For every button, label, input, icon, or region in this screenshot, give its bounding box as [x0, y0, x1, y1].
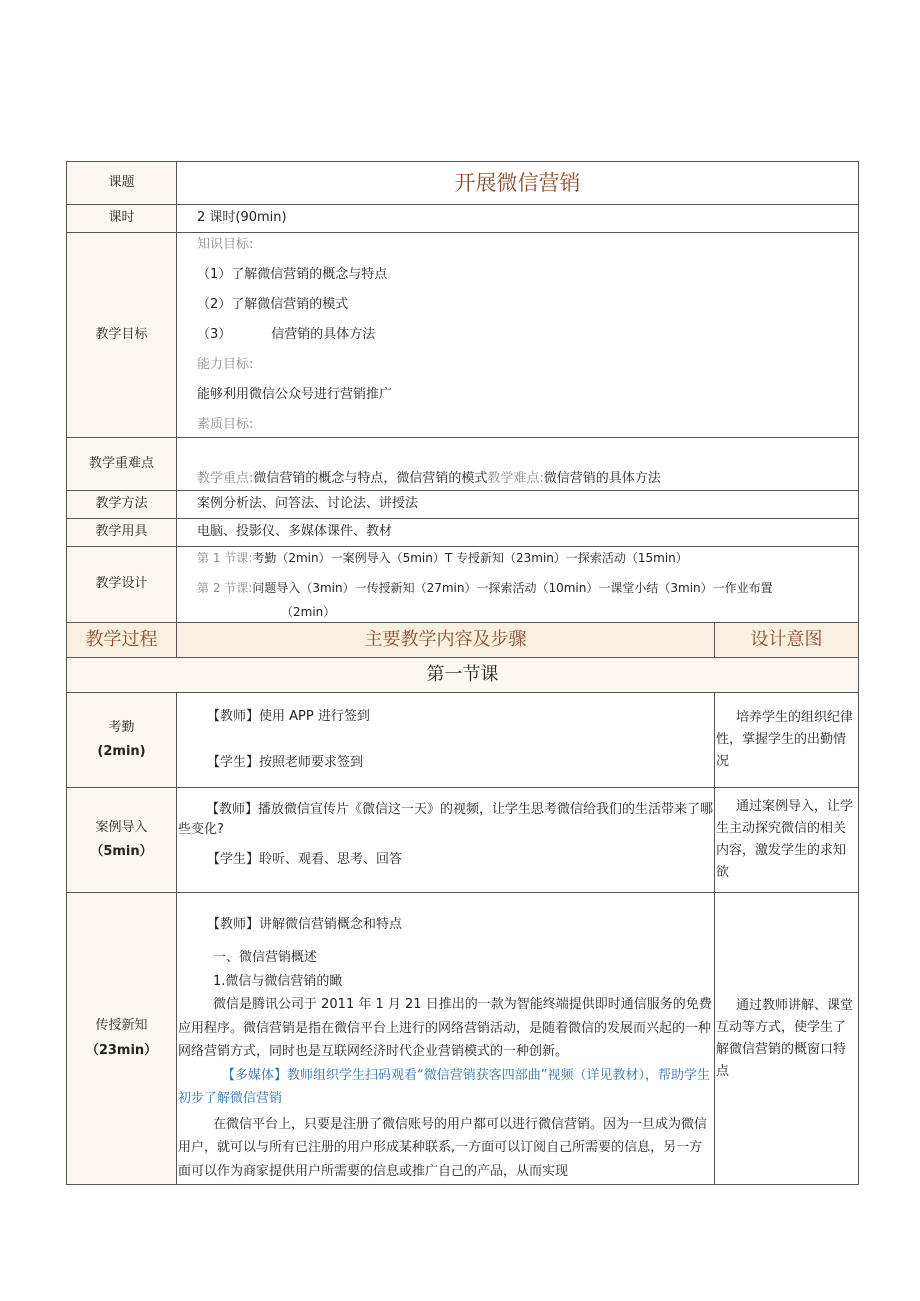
teacher-step: 【教师】讲解微信营销概念和特点	[207, 917, 403, 932]
hours-label: 课时	[67, 205, 177, 233]
section-heading: 一、微信营销概述	[213, 950, 318, 965]
stage-name: 传授新知	[95, 1018, 148, 1034]
goals-content	[177, 233, 859, 438]
attendance-intent: 培养学生的组织纪律性，掌握学生的出勤情况	[715, 693, 859, 788]
hours-value: 2 课时(90min)	[177, 205, 859, 233]
session-1-label: 第 1 节课:	[197, 551, 253, 565]
quality-goal-label: 素质目标:	[197, 417, 254, 432]
stage-time: (2min)	[97, 744, 146, 759]
lesson-plan-table	[66, 161, 859, 1185]
key-point-label: 教学重点:	[197, 470, 254, 486]
knowledge-goal-3-text: 信营销的具体方法	[271, 327, 376, 342]
ability-goal-label: 能力目标:	[197, 357, 254, 372]
knowledge-goal-1: （1）了解微信营销的概念与特点	[197, 267, 388, 282]
subsection-heading: 1.微信与微信营销的瞰	[213, 973, 343, 989]
key-points-label: 教学重难点	[67, 438, 177, 491]
stage-name: 案例导入	[95, 819, 148, 835]
multimedia-step: 【多媒体】教师组织学生扫码观看“微信营销获客四部曲”视频（详见教材），帮助学生初步了解微信营销	[178, 1067, 710, 1106]
tools-value: 电脑、投影仪、多媒体课件、教材	[177, 519, 859, 547]
new-knowledge-intent: 通过教师讲解、课堂互动等方式，使学生了解微信营销的概窗口特点	[715, 893, 859, 1185]
knowledge-goal-label: 知识目标:	[197, 237, 254, 252]
knowledge-goal-3	[197, 325, 858, 355]
lesson-plan	[66, 161, 858, 1185]
attendance-content	[177, 693, 715, 788]
new-knowledge-content	[177, 893, 715, 1185]
session-2-tail: （2min）	[281, 605, 336, 619]
case-intro-content	[177, 788, 715, 893]
knowledge-goal-3-prefix: （3）	[197, 327, 232, 342]
topic-label: 课题	[67, 162, 177, 205]
key-point: 微信营销的概念与特点，微信营销的模式	[253, 470, 488, 486]
method-value: 案例分析法、问答法、讨论法、讲授法	[177, 491, 859, 519]
difficulty-label: 教学难点:	[487, 470, 544, 486]
design-session-1	[197, 549, 858, 579]
stage-attendance	[67, 693, 177, 788]
session-1-plan: 考勤（2min）一案例导入（5min）T 专授新知（23min）一探索活动（15min）	[252, 551, 688, 565]
session-2-plan: 问题导入（3min）一传授新知（27min）一探索活动（10min）一课堂小结（3min）一作业布置	[252, 581, 773, 595]
process-col-content: 主要教学内容及步骤	[177, 623, 715, 658]
case-intro-intent: 通过案例导入，让学生主动探究微信的相关内容，激发学生的求知欲	[715, 788, 859, 893]
teacher-step: 【教师】使用 APP 进行签到	[207, 709, 370, 724]
process-col-stage: 教学过程	[67, 623, 177, 658]
design-label: 教学设计	[67, 547, 177, 623]
process-col-intent: 设计意图	[715, 623, 859, 658]
stage-name: 考勤	[108, 719, 135, 735]
student-step: 【学生】聆听、观看、思考、回答	[207, 852, 403, 867]
design-session-2	[197, 579, 858, 603]
stage-time: （5min）	[90, 844, 153, 859]
paragraph-1: 微信是腾讯公司于 2011 年 1 月 21 日推出的一款为智能终端提供即时通信服务的免费应用程序。微信营销是指在微信平台上进行的网络营销活动，是随着微信的发展而兴起的一种网络营销方式，同时也是互联网经济时代企业营销模式的一种创新。	[178, 997, 712, 1059]
stage-new-knowledge	[67, 893, 177, 1185]
difficulty: 微信营销的具体方法	[543, 470, 661, 486]
student-step: 【学生】按照老师要求签到	[207, 755, 364, 770]
stage-time: （23min）	[85, 1042, 158, 1058]
goals-label: 教学目标	[67, 233, 177, 438]
knowledge-goal-2: （2）了解微信营销的模式	[197, 297, 349, 312]
method-label: 教学方法	[67, 491, 177, 519]
paragraph-2: 在微信平台上，只要是注册了微信账号的用户都可以进行微信营销。因为一旦成为微信用户，就可以与所有已注册的用户形成某种联系,一方面可以订阅自己所需要的信息，另一方面可以作为商家提供用户所需要的信息或推广自己的产品，从而实现	[178, 1116, 708, 1179]
key-points-content	[177, 438, 859, 491]
lesson-title: 开展微信营销	[177, 162, 859, 205]
section-title: 第一节课	[67, 658, 859, 693]
ability-goal: 能够利用微信公众号进行营销推广	[197, 387, 393, 402]
teacher-step: 【教师】播放微信宣传片《微信这一天》的视频，让学生思考微信给我们的生活带来了哪些变化?	[178, 802, 714, 838]
session-2-label: 第 2 节课:	[197, 581, 253, 595]
tools-label: 教学用具	[67, 519, 177, 547]
design-content	[177, 547, 859, 623]
stage-case-intro	[67, 788, 177, 893]
